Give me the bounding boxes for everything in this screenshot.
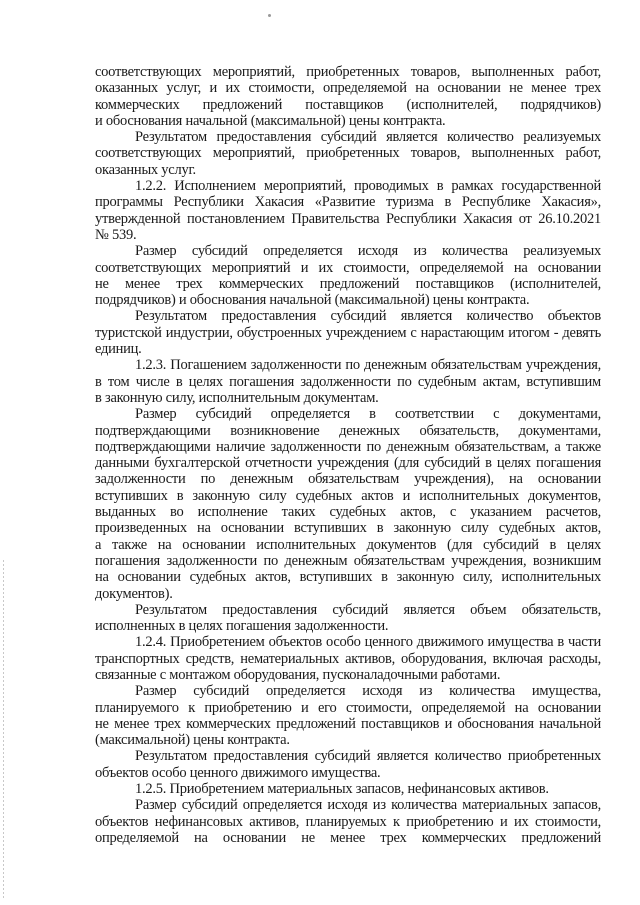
text-line: Размер субсидий определяется исходя из количества материальных запасов, bbox=[135, 797, 601, 814]
text-line: Результатом предоставления субсидий является объем обязательств, bbox=[135, 601, 601, 618]
text-line: Результатом предоставления субсидий является количество объектов bbox=[135, 308, 601, 325]
text-line: № 539. bbox=[95, 226, 137, 243]
text-line: утвержденной постановлением Правительства Республики Хакасия от 26.10.2021 bbox=[95, 210, 601, 227]
text-line: объектов нефинансовых активов, планируемых к приобретению и их стоимости, bbox=[95, 813, 601, 830]
text-line: туристской индустрии, обустроенных учреждением с нарастающим итогом - девять bbox=[95, 324, 601, 341]
text-line: соответствующих мероприятий, приобретенных товаров, выполненных работ, bbox=[95, 145, 601, 162]
text-line: подрядчиков) и обоснования начальной (максимальной) цены контракта. bbox=[95, 292, 530, 309]
text-line: документов). bbox=[95, 585, 173, 602]
text-line: определяемой на основании не менее трех коммерческих предложений bbox=[95, 829, 601, 846]
text-line: Размер субсидий определяется в соответствии с документами, bbox=[135, 406, 601, 423]
text-line: а также на основании исполнительных документов (для субсидий в целях bbox=[95, 536, 601, 553]
text-line: связанные с монтажом оборудования, пусконаладочными работами. bbox=[95, 666, 501, 683]
text-line: Результатом предоставления субсидий является количество приобретенных bbox=[135, 748, 601, 765]
text-line: подтверждающими возникновение денежных обязательств, документами, bbox=[95, 422, 601, 439]
text-line: данными бухгалтерской отчетности учреждения (для субсидий в целях погашения bbox=[95, 455, 601, 472]
text-line: Размер субсидий определяется исходя из количества имущества, bbox=[135, 683, 601, 700]
text-line: в том числе в целях погашения задолженности по судебным актам, вступившим bbox=[95, 373, 601, 390]
text-line: задолженности по денежным обязательствам учреждения), на основании bbox=[95, 471, 601, 488]
text-line: и обоснования начальной (максимальной) цены контракта. bbox=[95, 112, 446, 129]
text-line: единиц. bbox=[95, 341, 142, 358]
scan-dot bbox=[268, 14, 271, 17]
text-line: оказанных услуг, и их стоимости, определяемой на основании не менее трех bbox=[95, 80, 601, 97]
text-line: (максимальной) цены контракта. bbox=[95, 732, 290, 749]
text-line: Результатом предоставления субсидий является количество реализуемых bbox=[135, 129, 601, 146]
text-line: подтверждающими наличие задолженности по денежным обязательствам, а также bbox=[95, 438, 601, 455]
text-line: программы Республики Хакасия «Развитие туризма в Республике Хакасия», bbox=[95, 194, 601, 211]
scan-edge-artifact bbox=[3, 560, 4, 900]
text-line: на основании судебных актов, вступивших в законную силу, исполнительных bbox=[95, 569, 601, 586]
text-line: вступивших в законную силу судебных актов и исполнительных документов, bbox=[95, 487, 601, 504]
text-line: Размер субсидий определяется исходя из количества реализуемых bbox=[135, 243, 601, 260]
text-line: в законную силу, исполнительным документам. bbox=[95, 389, 379, 406]
text-line: не менее трех коммерческих предложений поставщиков и обоснования начальной bbox=[95, 715, 601, 732]
text-line: 1.2.4. Приобретением объектов особо ценного движимого имущества в части bbox=[135, 634, 601, 651]
text-line: 1.2.2. Исполнением мероприятий, проводимых в рамках государственной bbox=[135, 178, 601, 195]
text-line: 1.2.5. Приобретением материальных запасов, нефинансовых активов. bbox=[135, 781, 549, 798]
text-line: соответствующих мероприятий, приобретенных товаров, выполненных работ, bbox=[95, 64, 601, 80]
text-line: исполненных в целях погашения задолженности. bbox=[95, 618, 389, 635]
document-body bbox=[95, 64, 601, 846]
text-line: 1.2.3. Погашением задолженности по денежным обязательствам учреждения, bbox=[135, 357, 601, 374]
text-line: соответствующих мероприятий и их стоимости, определяемой на основании bbox=[95, 259, 601, 276]
text-line: оказанных услуг. bbox=[95, 161, 196, 178]
text-line: не менее трех коммерческих предложений поставщиков (исполнителей, bbox=[95, 275, 601, 292]
text-line: коммерческих предложений поставщиков (исполнителей, подрядчиков) bbox=[95, 96, 601, 113]
text-line: выданных во исполнение таких судебных актов, с указанием расчетов, bbox=[95, 504, 601, 521]
text-line: объектов особо ценного движимого имущества. bbox=[95, 764, 381, 781]
text-line: транспортных средств, нематериальных активов, оборудования, включая расходы, bbox=[95, 650, 601, 667]
text-line: погашения задолженности по денежным обязательствам учреждения, возникшим bbox=[95, 552, 601, 569]
text-line: планируемого к приобретению и его стоимости, определяемой на основании bbox=[95, 699, 601, 716]
text-line: произведенных на основании вступивших в законную силу судебных актов, bbox=[95, 520, 601, 537]
